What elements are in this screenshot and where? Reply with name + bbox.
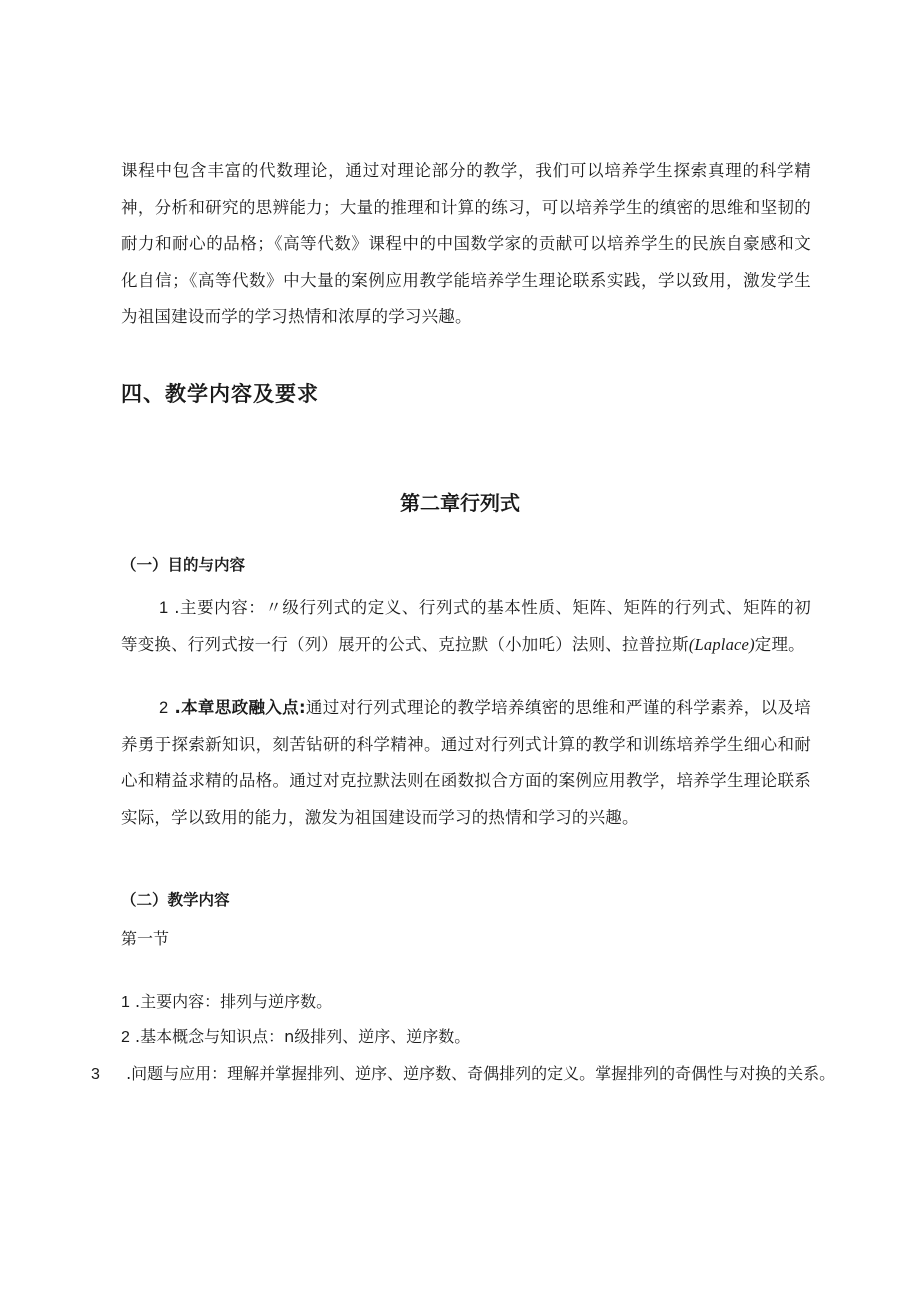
part2-heading: （二）教学内容 (121, 891, 230, 909)
item-text: .问题与应用：理解并掌握排列、逆序、逆序数、奇偶排列的定义。掌握排列的奇偶性与对换的关系。 (121, 1064, 836, 1083)
item2-text: 通过对行列式理论的教学培养缜密的思维和严谨的科学素养，以及培养勇于探索新知识，刻苦钻研的科学精神。通过对行列式计算的教学和训练培养学生细心和耐心和精益求精的品格。通过对克拉默法则在函数拟合方面的案例应用教学，培养学生理论联系实际，学以致用的能力，激发为祖国建设而学习的热情和学习的兴趣。 (121, 698, 811, 827)
item1-text-b: 定理。 (754, 634, 805, 654)
intro-paragraph: 课程中包含丰富的代数理论，通过对理论部分的教学，我们可以培养学生探索真理的科学精神，分析和研究的思辨能力；大量的推理和计算的练习，可以培养学生的缜密的思维和坚韧的耐力和耐心的品格；《高等代数》课程中的中国数学家的贡献可以培养学生的民族自豪感和文化自信；《高等代数》中大量的案例应用教学能培养学生理论联系实践，学以致用，激发学生为祖国建设而学的学习热情和浓厚的学习兴趣。 (121, 161, 811, 326)
chapter-title: 第二章行列式 (400, 491, 520, 515)
item-number: 1 (121, 994, 130, 1011)
item-number: 2 (121, 1029, 130, 1046)
item-text: .主要内容：排列与逆序数。 (129, 992, 333, 1011)
part1-heading: （一）目的与内容 (121, 556, 246, 574)
item1-latin: (Laplace) (688, 634, 755, 654)
item-number: 1 (159, 599, 169, 617)
part2-item-2 (121, 1020, 811, 1054)
part2-item-1 (121, 985, 811, 1019)
item1-text-a: .主要内容：〃级行列式的定义、行列式的基本性质、矩阵、矩阵的行列式、矩阵的初等变换、行列式按一行（列）展开的公式、克拉默（小加吒）法则、拉普拉斯 (121, 598, 811, 654)
part1-item1 (121, 590, 811, 663)
part2-section-label: 第一节 (121, 929, 170, 948)
item2-bold-label: .本章思政融入点: (168, 698, 306, 717)
part2-item-3: 3 .问题与应用：理解并掌握排列、逆序、逆序数、奇偶排列的定义。掌握排列的奇偶性与对换的关系。 (91, 1064, 836, 1083)
section-heading: 四、教学内容及要求 (121, 382, 319, 406)
item-number: 2 (159, 699, 169, 717)
item-text: .基本概念与知识点：n级排列、逆序、逆序数。 (129, 1027, 471, 1046)
part1-item2 (121, 690, 811, 836)
